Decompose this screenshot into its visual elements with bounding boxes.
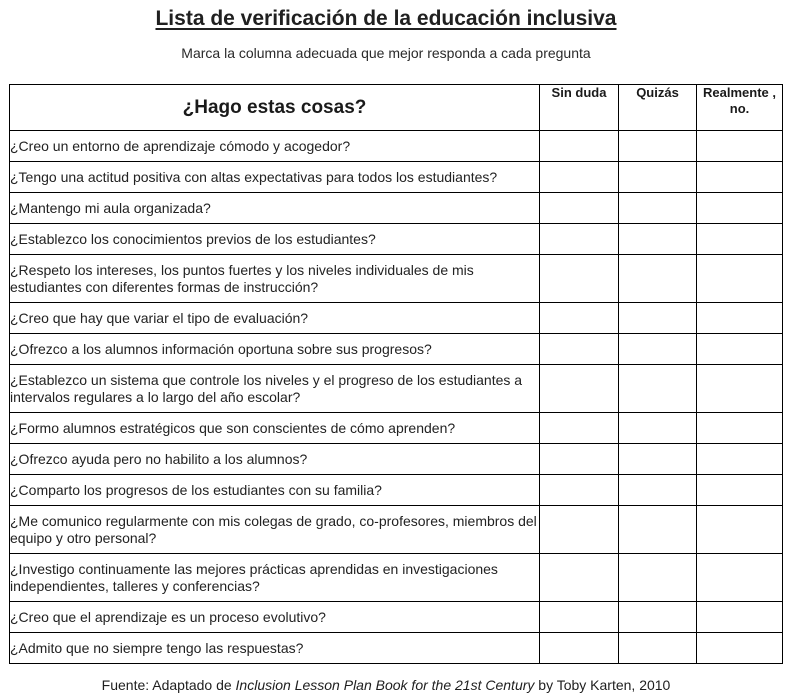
check-cell-realmente-no[interactable]	[697, 255, 783, 303]
question-text: ¿Creo que hay que variar el tipo de evaluación?	[10, 303, 540, 334]
question-text: ¿Investigo continuamente las mejores prácticas aprendidas en investigaciones independientes, talleres y conferencias?	[10, 554, 540, 602]
question-text: ¿Me comunico regularmente con mis colegas de grado, co-profesores, miembros del equipo y otro personal?	[10, 506, 540, 554]
check-cell-realmente-no[interactable]	[697, 365, 783, 413]
check-cell-sin-duda[interactable]	[540, 633, 619, 664]
question-text: ¿Establezco los conocimientos previos de los estudiantes?	[10, 224, 540, 255]
table-row	[10, 193, 783, 224]
question-text: ¿Formo alumnos estratégicos que son conscientes de cómo aprenden?	[10, 413, 540, 444]
question-text: ¿Establezco un sistema que controle los niveles y el progreso de los estudiantes a intervalos regulares a lo largo del año escolar?	[10, 365, 540, 413]
check-cell-quizas[interactable]	[619, 506, 697, 554]
question-text: ¿Admito que no siempre tengo las respuestas?	[10, 633, 540, 664]
check-cell-quizas[interactable]	[619, 365, 697, 413]
table-row	[10, 413, 783, 444]
check-cell-sin-duda[interactable]	[540, 475, 619, 506]
page-subtitle: Marca la columna adecuada que mejor responda a cada pregunta	[181, 45, 591, 61]
check-cell-realmente-no[interactable]	[697, 334, 783, 365]
check-cell-sin-duda[interactable]	[540, 554, 619, 602]
page-title: Lista de verificación de la educación inclusiva	[155, 7, 617, 30]
table-row	[10, 334, 783, 365]
check-cell-realmente-no[interactable]	[697, 303, 783, 334]
check-cell-sin-duda[interactable]	[540, 334, 619, 365]
question-text: ¿Ofrezco ayuda pero no habilito a los alumnos?	[10, 444, 540, 475]
table-row	[10, 303, 783, 334]
check-cell-realmente-no[interactable]	[697, 633, 783, 664]
check-cell-realmente-no[interactable]	[697, 162, 783, 193]
check-cell-quizas[interactable]	[619, 633, 697, 664]
check-cell-quizas[interactable]	[619, 334, 697, 365]
question-text: ¿Ofrezco a los alumnos información oportuna sobre sus progresos?	[10, 334, 540, 365]
column-header-sin-duda: Sin duda	[540, 85, 619, 131]
check-cell-sin-duda[interactable]	[540, 193, 619, 224]
table-row	[10, 554, 783, 602]
question-text: ¿Mantengo mi aula organizada?	[10, 193, 540, 224]
check-cell-quizas[interactable]	[619, 255, 697, 303]
check-cell-realmente-no[interactable]	[697, 602, 783, 633]
table-row	[10, 255, 783, 303]
table-row	[10, 506, 783, 554]
table-row	[10, 365, 783, 413]
table-row	[10, 444, 783, 475]
check-cell-sin-duda[interactable]	[540, 602, 619, 633]
table-row	[10, 475, 783, 506]
check-cell-quizas[interactable]	[619, 475, 697, 506]
check-cell-quizas[interactable]	[619, 413, 697, 444]
check-cell-realmente-no[interactable]	[697, 413, 783, 444]
source-prefix: Fuente: Adaptado de	[101, 677, 236, 693]
check-cell-sin-duda[interactable]	[540, 303, 619, 334]
check-cell-realmente-no[interactable]	[697, 475, 783, 506]
question-text: ¿Tengo una actitud positiva con altas expectativas para todos los estudiantes?	[10, 162, 540, 193]
source-book-title: Inclusion Lesson Plan Book for the 21st Century	[235, 677, 535, 693]
question-text: ¿Creo que el aprendizaje es un proceso evolutivo?	[10, 602, 540, 633]
check-cell-quizas[interactable]	[619, 162, 697, 193]
check-cell-quizas[interactable]	[619, 554, 697, 602]
check-cell-realmente-no[interactable]	[697, 506, 783, 554]
question-text: ¿Comparto los progresos de los estudiantes con su familia?	[10, 475, 540, 506]
check-cell-quizas[interactable]	[619, 444, 697, 475]
check-cell-quizas[interactable]	[619, 602, 697, 633]
column-header-quizas: Quizás	[619, 85, 697, 131]
check-cell-sin-duda[interactable]	[540, 162, 619, 193]
check-cell-sin-duda[interactable]	[540, 444, 619, 475]
question-column-header: ¿Hago estas cosas?	[10, 85, 540, 131]
check-cell-sin-duda[interactable]	[540, 506, 619, 554]
table-row	[10, 162, 783, 193]
check-cell-sin-duda[interactable]	[540, 224, 619, 255]
check-cell-quizas[interactable]	[619, 303, 697, 334]
check-cell-sin-duda[interactable]	[540, 255, 619, 303]
check-cell-realmente-no[interactable]	[697, 224, 783, 255]
question-text: ¿Creo un entorno de aprendizaje cómodo y acogedor?	[10, 131, 540, 162]
table-header-row	[10, 85, 783, 131]
question-text: ¿Respeto los intereses, los puntos fuertes y los niveles individuales de mis estudiantes con diferentes formas de instrucción?	[10, 255, 540, 303]
table-row	[10, 633, 783, 664]
check-cell-realmente-no[interactable]	[697, 554, 783, 602]
check-cell-quizas[interactable]	[619, 131, 697, 162]
source-suffix: by Toby Karten, 2010	[534, 677, 671, 693]
table-row	[10, 602, 783, 633]
check-cell-sin-duda[interactable]	[540, 413, 619, 444]
column-header-realmente-no: Realmente , no.	[697, 85, 783, 131]
table-row	[10, 224, 783, 255]
check-cell-realmente-no[interactable]	[697, 131, 783, 162]
source-citation	[0, 677, 772, 693]
check-cell-sin-duda[interactable]	[540, 365, 619, 413]
check-cell-realmente-no[interactable]	[697, 193, 783, 224]
table-row	[10, 131, 783, 162]
check-cell-realmente-no[interactable]	[697, 444, 783, 475]
checklist-table	[9, 84, 783, 664]
check-cell-quizas[interactable]	[619, 224, 697, 255]
check-cell-quizas[interactable]	[619, 193, 697, 224]
check-cell-sin-duda[interactable]	[540, 131, 619, 162]
